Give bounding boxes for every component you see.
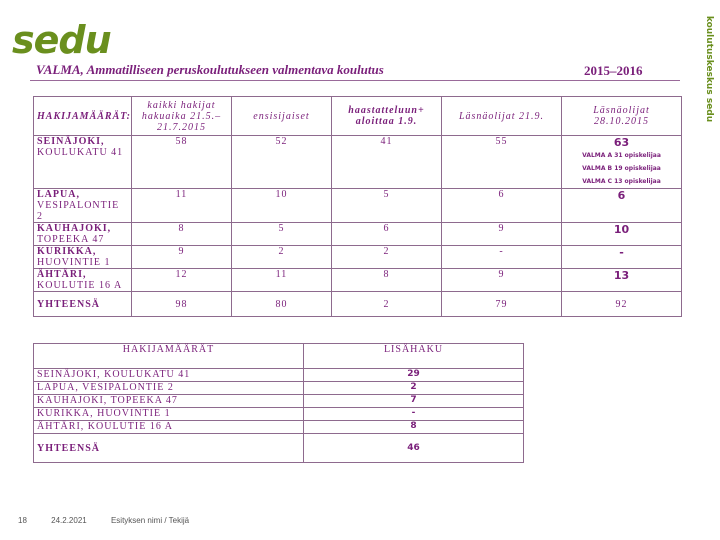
value-cell: 29: [304, 369, 524, 382]
place-cell: SEINÄJOKI, KOULUKATU 41: [34, 369, 304, 382]
place-cell: LAPUA, VESIPALONTIE 2: [34, 189, 132, 223]
total-label: YHTEENSÄ: [34, 292, 132, 317]
header-cell: Läsnäolijat 28.10.2015: [562, 97, 682, 136]
total-cell: 46: [304, 434, 524, 463]
total-cell: 79: [442, 292, 562, 317]
footer: [18, 516, 211, 525]
place-cell: ÄHTÄRI, KOULUTIE 16 A: [34, 269, 132, 292]
header-cell: Läsnäolijat 21.9.: [442, 97, 562, 136]
value-cell: 6: [562, 189, 682, 223]
value-cell: 8: [304, 421, 524, 434]
total-row: [34, 292, 682, 317]
place-cell: KURIKKA, HUOVINTIE 1: [34, 246, 132, 269]
group-note: VALMA B 19 opiskelijaa: [582, 165, 661, 172]
value-cell: 41: [332, 136, 442, 189]
table-row: [34, 189, 682, 223]
value-cell: 2: [232, 246, 332, 269]
value-cell: 52: [232, 136, 332, 189]
table-row: [34, 223, 682, 246]
page-number: 18: [18, 516, 27, 525]
title-rule: [30, 80, 680, 81]
value-cell: [562, 136, 682, 189]
table-row: [34, 269, 682, 292]
value-cell: 11: [132, 189, 232, 223]
value-cell: 10: [562, 223, 682, 246]
value-cell: 2: [304, 382, 524, 395]
place-cell: LAPUA, VESIPALONTIE 2: [34, 382, 304, 395]
value-cell: 11: [232, 269, 332, 292]
value-cell: 7: [304, 395, 524, 408]
sedu-logo: sedu: [12, 18, 111, 62]
page-title: VALMA, Ammatilliseen peruskoulutukseen valmentava koulutus: [36, 62, 384, 77]
group-note: VALMA C 13 opiskelijaa: [582, 178, 661, 185]
footer-subtitle: Esityksen nimi / Tekijä: [110, 516, 190, 525]
value-cell: -: [304, 408, 524, 421]
place-cell: KAUHAJOKI, TOPEEKA 47: [34, 395, 304, 408]
total-cell: 80: [232, 292, 332, 317]
total-row: [34, 434, 524, 463]
total-cell: 98: [132, 292, 232, 317]
value-cell: 8: [332, 269, 442, 292]
table-row: [34, 395, 524, 408]
applicants-table: [33, 96, 682, 317]
total-cell: 92: [562, 292, 682, 317]
place-cell: KURIKKA, HUOVINTIE 1: [34, 408, 304, 421]
table-header: [34, 97, 682, 136]
value-cell: 55: [442, 136, 562, 189]
year-label: 2015–2016: [584, 63, 643, 78]
place-cell: KAUHAJOKI, TOPEEKA 47: [34, 223, 132, 246]
value-cell: 6: [442, 189, 562, 223]
header-cell: haastatteluun+ aloittaa 1.9.: [332, 97, 442, 136]
header-cell: ensisijaiset: [232, 97, 332, 136]
value-cell: 5: [332, 189, 442, 223]
header-cell: LISÄHAKU: [304, 344, 524, 369]
value-cell: 6: [332, 223, 442, 246]
header-cell: HAKIJAMÄÄRÄT: [34, 344, 304, 369]
value-cell: 12: [132, 269, 232, 292]
value-cell: 13: [562, 269, 682, 292]
header-cell: HAKIJAMÄÄRÄT:: [34, 97, 132, 136]
supplementary-table: [33, 343, 524, 463]
table-row: [34, 421, 524, 434]
footer-date: 24.2.2021: [51, 516, 87, 525]
value-cell: 5: [232, 223, 332, 246]
table-row: [34, 408, 524, 421]
value-cell: 10: [232, 189, 332, 223]
table-row: [34, 246, 682, 269]
value-cell: 2: [332, 246, 442, 269]
table-row: [34, 369, 524, 382]
value-cell: -: [442, 246, 562, 269]
table-row: [34, 136, 682, 189]
table-header: [34, 344, 524, 369]
value-cell: 9: [442, 223, 562, 246]
value-cell: 9: [132, 246, 232, 269]
header-cell: kaikki hakijat hakuaika 21.5.–21.7.2015: [132, 97, 232, 136]
value-cell: -: [562, 246, 682, 269]
present-value: 63: [613, 136, 630, 149]
place-cell: SEINÄJOKI, KOULUKATU 41: [34, 136, 132, 189]
place-cell: ÄHTÄRI, KOULUTIE 16 A: [34, 421, 304, 434]
table-row: [34, 382, 524, 395]
total-label: YHTEENSÄ: [34, 434, 304, 463]
total-cell: 2: [332, 292, 442, 317]
value-cell: 9: [442, 269, 562, 292]
value-cell: 8: [132, 223, 232, 246]
side-brand: koulutuskeskus sedu: [704, 15, 714, 123]
value-cell: 58: [132, 136, 232, 189]
group-note: VALMA A 31 opiskelijaa: [582, 152, 661, 159]
